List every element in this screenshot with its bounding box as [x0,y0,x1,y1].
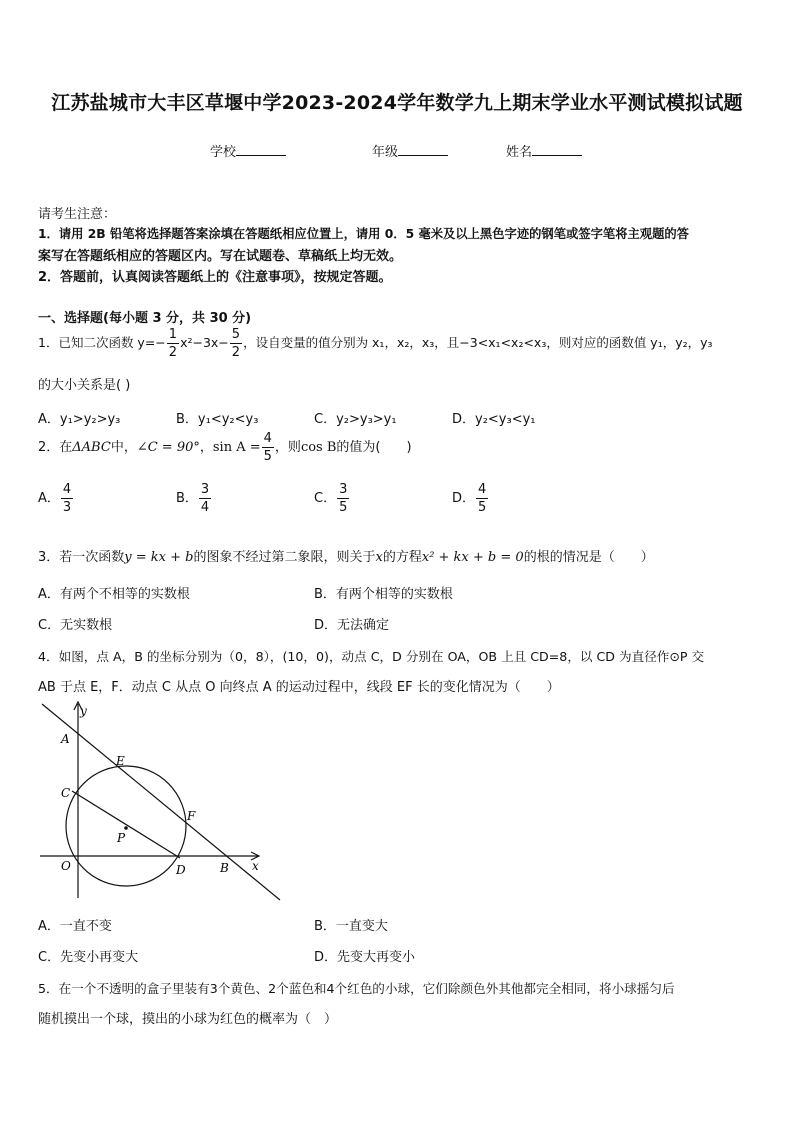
q3-option-c[interactable]: C．无实数根 [38,618,113,633]
question-1-line-2: 的大小关系是( ) [38,378,131,393]
point-p [124,826,128,830]
school-label: 学校 [210,145,237,160]
grade-label: 年级 [372,145,399,160]
school-field [210,141,286,160]
circle-p [66,766,186,886]
q3-equation: x² + kx + b = 0 [421,550,524,565]
q4-figure [30,698,290,908]
label-o: O [61,859,71,873]
question-4-line-2: AB 于点 E，F．动点 C 从点 O 向终点 A 的运动过程中，线段 EF 长的变化情况为（ ） [38,680,560,695]
q1-prefix: 1．已知二次函数 y=− [38,335,166,350]
q1-option-c[interactable]: C．y₂>y₃>y₁ [314,412,397,427]
label-y: y [80,704,87,718]
question-2-stem: 2．在ΔABC中，∠C = 90°，sin A = $\frac{4}{5}$ ，则cos B的值为( ) [38,431,412,464]
notice-line-1a: 1．请用 2B 铅笔将选择题答案涂填在答题纸相应位置上，请用 0．5 毫米及以上黑色字迹的钢笔或签字笔将主观题的答 [38,227,689,241]
q2-option-b[interactable]: B． $\frac{3}{4}$ [176,482,210,515]
question-3-stem: 3．若一次函数y = kx + b的图象不经过第二象限，则关于x的方程x² + kx + b = 0的根的情况是（ ） [38,550,654,565]
label-d: D [176,863,186,877]
q2-angle: ∠C = 90° [136,440,200,455]
page-title: 江苏盐城市大丰区草堰中学2023-2024学年数学九上期末学业水平测试模拟试题 [51,92,743,114]
q2-frac: $\frac{4}{5}$ [263,431,272,464]
q1-option-a[interactable]: A．y₁>y₂>y₃ [38,412,121,427]
q1-option-b[interactable]: B．y₁<y₂<y₃ [176,412,259,427]
q1-option-d[interactable]: D．y₂<y₃<y₁ [452,412,536,427]
grade-field [372,141,448,160]
notice-line-1b: 案写在答题纸相应的答题区内。写在试题卷、草稿纸上均无效。 [38,249,403,264]
notice-line-2: 2．答题前，认真阅读答题纸上的《注意事项》，按规定答题。 [38,270,392,285]
name-label: 姓名 [506,145,533,160]
school-blank [236,143,286,156]
label-a: A [61,732,70,746]
q2-prefix: 2．在 [38,440,73,455]
q1-frac-2: $\frac{5}{2}$ [231,327,241,360]
label-x: x [252,859,259,873]
label-e: E [116,754,125,768]
grade-blank [398,143,448,156]
notice-heading: 请考生注意： [38,207,117,222]
q3-function: y = kx + b [124,550,194,565]
q1-frac-1: $\frac{1}{2}$ [168,327,178,360]
q4-option-a[interactable]: A．一直不变 [38,919,112,934]
label-f: F [187,809,196,823]
question-4-line-1: 4．如图，点 A，B 的坐标分别为（0，8），(10，0)，动点 C，D 分别在 OA，OB 上且 CD=8，以 CD 为直径作⊙P 交 [38,649,705,664]
q4-option-d[interactable]: D．先变大再变小 [314,950,416,965]
q2-option-a[interactable]: A． $\frac{4}{3}$ [38,482,72,515]
q2-option-c[interactable]: C． $\frac{3}{5}$ [314,482,348,515]
segment-cd [72,791,180,858]
q1-suffix: ，设自变量的值分别为 x₁，x₂，x₃，且−3<x₁<x₂<x₃，则对应的函数值 y₁，y₂，y₃ [243,335,713,350]
label-b: B [220,861,229,875]
q2-option-d[interactable]: D． $\frac{4}{5}$ [452,482,487,515]
q4-option-b[interactable]: B．一直变大 [314,919,388,934]
name-field [506,141,582,160]
q3-option-a[interactable]: A．有两个不相等的实数根 [38,587,190,602]
label-p: P [117,831,126,845]
question-5-line-2: 随机摸出一个球，摸出的小球为红色的概率为（ ） [38,1012,338,1027]
section-title: 一、选择题(每小题 3 分，共 30 分) [38,311,252,326]
q4-option-c[interactable]: C．先变小再变大 [38,950,139,965]
q2-triangle: ΔABC [72,440,111,455]
label-c: C [61,786,71,800]
q3-option-d[interactable]: D．无法确定 [314,618,390,633]
q1-mid: x²−3x− [180,335,229,350]
question-1-stem [38,328,713,359]
question-5-line-1: 5．在一个不透明的盒子里装有3个黄色、2个蓝色和4个红色的小球，它们除颜色外其他都完全相同，将小球摇匀后 [38,981,675,996]
q2-cos: cos B [300,440,337,455]
q3-option-b[interactable]: B．有两个相等的实数根 [314,587,453,602]
q2-sin: sin A = [212,440,261,455]
name-blank [532,143,582,156]
